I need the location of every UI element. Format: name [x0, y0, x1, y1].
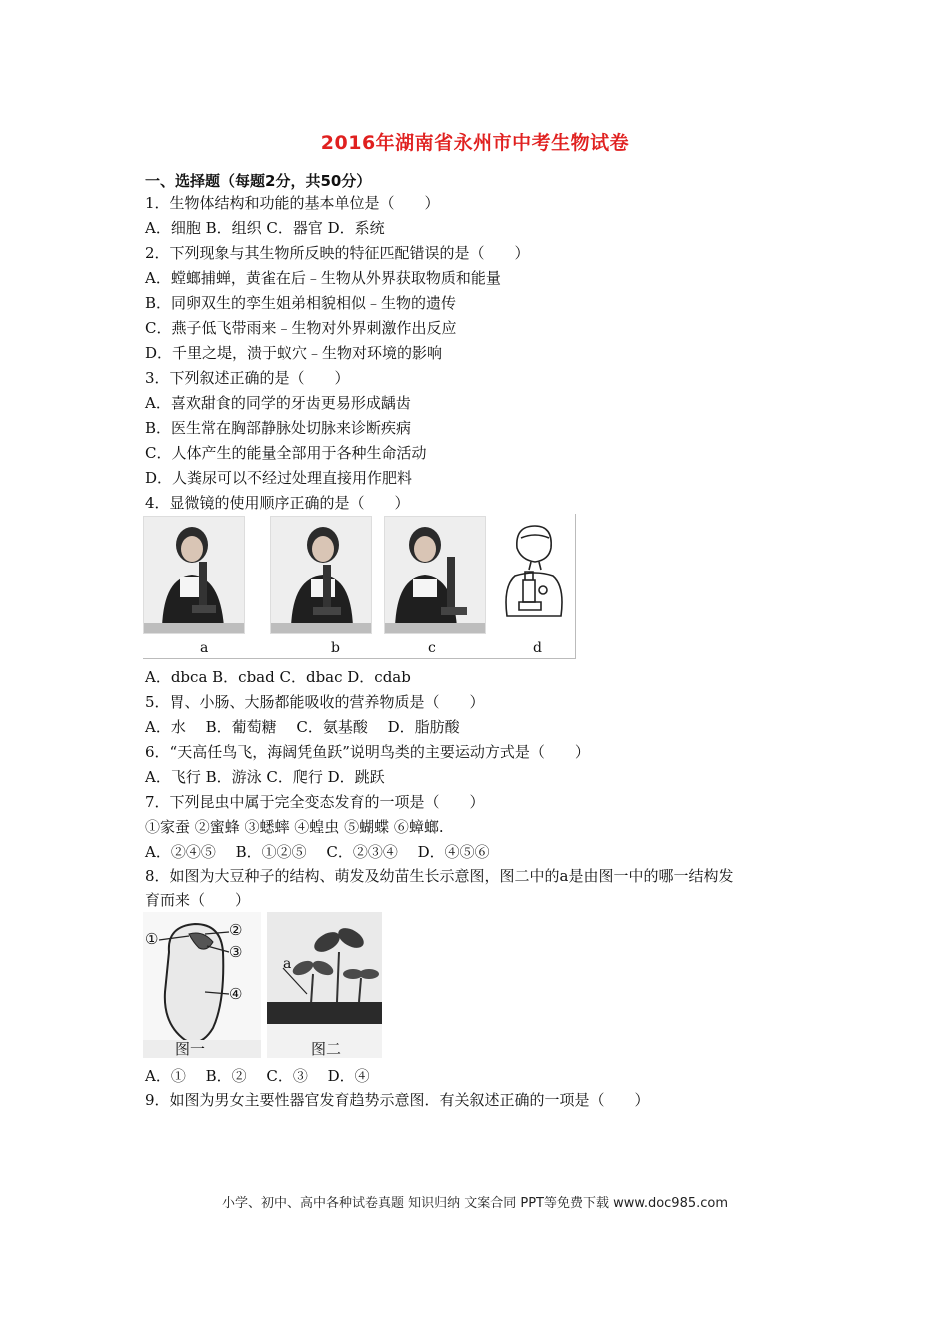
question-line: 1．生物体结构和功能的基本单位是（ ） [145, 194, 440, 212]
microscope-label-c: c [428, 640, 436, 656]
figure-two-label: 图二 [311, 1040, 342, 1058]
page-footer: 小学、初中、高中各种试卷真题 知识归纳 文案合同 PPT等免费下载 www.doc985.com [221, 1196, 729, 1211]
option-line: C．人体产生的能量全部用于各种生命活动 [145, 444, 427, 462]
option-line: A．喜欢甜食的同学的牙齿更易形成龋齿 [145, 394, 411, 412]
option-line: B．同卵双生的孪生姐弟相貌相似﹣生物的遗传 [145, 294, 457, 312]
seed-marker-3: ③ [229, 943, 243, 961]
microscope-photo-a [143, 516, 245, 634]
question-line: 4．显微镜的使用顺序正确的是（ ） [145, 494, 410, 512]
option-line: B．医生常在胸部静脉处切脉来诊断疾病 [145, 419, 412, 437]
question-line: 5．胃、小肠、大肠都能吸收的营养物质是（ ） [145, 693, 485, 711]
option-line: D．人粪尿可以不经过处理直接用作肥料 [145, 469, 413, 487]
option-line: A．螳螂捕蝉，黄雀在后﹣生物从外界获取物质和能量 [145, 269, 501, 287]
microscope-label-b: b [331, 640, 340, 656]
question-line: 育而来（ ） [145, 891, 251, 909]
page-title: 2016年湖南省永州市中考生物试卷 [320, 132, 630, 154]
option-line: A．②④⑤ B．①②⑤ C．②③④ D．④⑤⑥ [145, 843, 490, 861]
microscope-photo-c [384, 516, 486, 634]
microscope-photo-b [270, 516, 372, 634]
option-line: D．千里之堤，溃于蚁穴﹣生物对环境的影响 [145, 344, 443, 362]
option-line: A．水 B．葡萄糖 C．氨基酸 D．脂肪酸 [145, 718, 460, 736]
seed-marker-1: ① [145, 930, 159, 948]
option-line: A．飞行 B．游泳 C．爬行 D．跳跃 [145, 768, 385, 786]
question-line: 7．下列昆虫中属于完全变态发育的一项是（ ） [145, 793, 485, 811]
option-line: C．燕子低飞带雨来﹣生物对外界刺激作出反应 [145, 319, 457, 337]
microscope-label-a: a [200, 640, 209, 656]
question-line: 6．“天高任鸟飞，海阔凭鱼跃”说明鸟类的主要运动方式是（ ） [145, 743, 590, 761]
figure-one-label: 图一 [175, 1040, 206, 1058]
question-line: 9．如图为男女主要性器官发育趋势示意图．有关叙述正确的一项是（ ） [145, 1091, 650, 1109]
question-line: 3．下列叙述正确的是（ ） [145, 369, 350, 387]
seed-marker-4: ④ [229, 985, 243, 1003]
microscope-figure [143, 514, 576, 659]
bean-seed-diagram [143, 912, 261, 1058]
option-line: ①家蚕 ②蜜蜂 ③蟋蟀 ④蝗虫 ⑤蝴蝶 ⑥蟑螂. [145, 818, 444, 836]
section-heading: 一、选择题（每题2分，共50分） [145, 172, 372, 190]
option-line: A．dbca B．cbad C．dbac D．cdab [145, 668, 411, 686]
option-line: A．细胞 B．组织 C．器官 D．系统 [145, 219, 385, 237]
seedling-diagram [267, 912, 382, 1058]
microscope-drawing-d [495, 516, 575, 632]
seedling-label-a: a [283, 956, 292, 972]
question-line: 8．如图为大豆种子的结构、萌发及幼苗生长示意图，图二中的a是由图一中的哪一结构发 [145, 867, 734, 885]
microscope-label-d: d [533, 640, 542, 656]
question-line: 2．下列现象与其生物所反映的特征匹配错误的是（ ） [145, 244, 530, 262]
seed-marker-2: ② [229, 921, 243, 939]
seed-figure [143, 912, 383, 1058]
option-line: A．① B．② C．③ D．④ [145, 1067, 370, 1085]
